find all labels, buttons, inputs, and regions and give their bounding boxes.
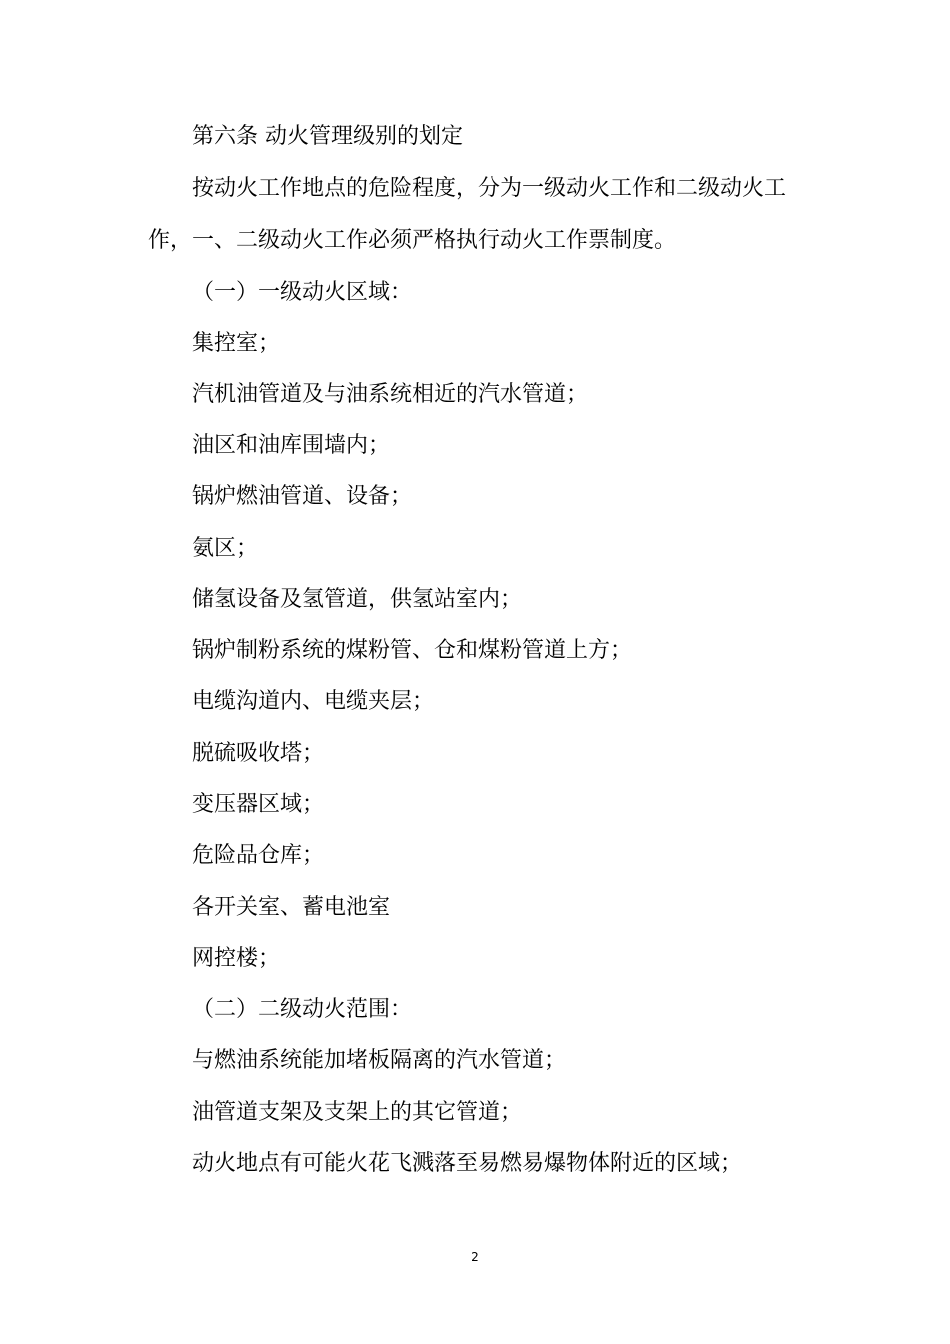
section1-item: 各开关室、蓄电池室 <box>192 895 391 920</box>
section1-item: 网控楼； <box>192 946 281 971</box>
section1-item: 集控室； <box>192 331 281 356</box>
article-heading: 第六条 动火管理级别的划定 <box>192 124 463 149</box>
section1-heading: （一）一级动火区域： <box>192 280 413 305</box>
intro-paragraph-line-2: 作，一、二级动火工作必须严格执行动火工作票制度。 <box>148 228 677 253</box>
section1-item: 脱硫吸收塔； <box>192 741 325 766</box>
section1-item: 变压器区域； <box>192 792 325 817</box>
section1-item: 储氢设备及氢管道，供氢站室内； <box>192 587 523 612</box>
section1-item: 汽机油管道及与油系统相近的汽水管道； <box>192 382 589 407</box>
section2-item: 油管道支架及支架上的其它管道； <box>192 1100 523 1125</box>
section1-item: 氨区； <box>192 536 259 561</box>
section1-item: 锅炉制粉系统的煤粉管、仓和煤粉管道上方； <box>192 638 633 663</box>
section1-item: 电缆沟道内、电缆夹层； <box>192 689 435 714</box>
intro-paragraph-line-1: 按动火工作地点的危险程度，分为一级动火工作和二级动火工 <box>192 176 787 201</box>
section2-item: 动火地点有可能火花飞溅落至易燃易爆物体附近的区域； <box>192 1151 743 1176</box>
section2-item: 与燃油系统能加堵板隔离的汽水管道； <box>192 1048 567 1073</box>
section1-item: 危险品仓库； <box>192 843 325 868</box>
section1-item: 锅炉燃油管道、设备； <box>192 484 413 509</box>
section2-heading: （二）二级动火范围： <box>192 997 413 1022</box>
page-number: 2 <box>471 1250 479 1264</box>
section1-item: 油区和油库围墙内； <box>192 433 391 458</box>
